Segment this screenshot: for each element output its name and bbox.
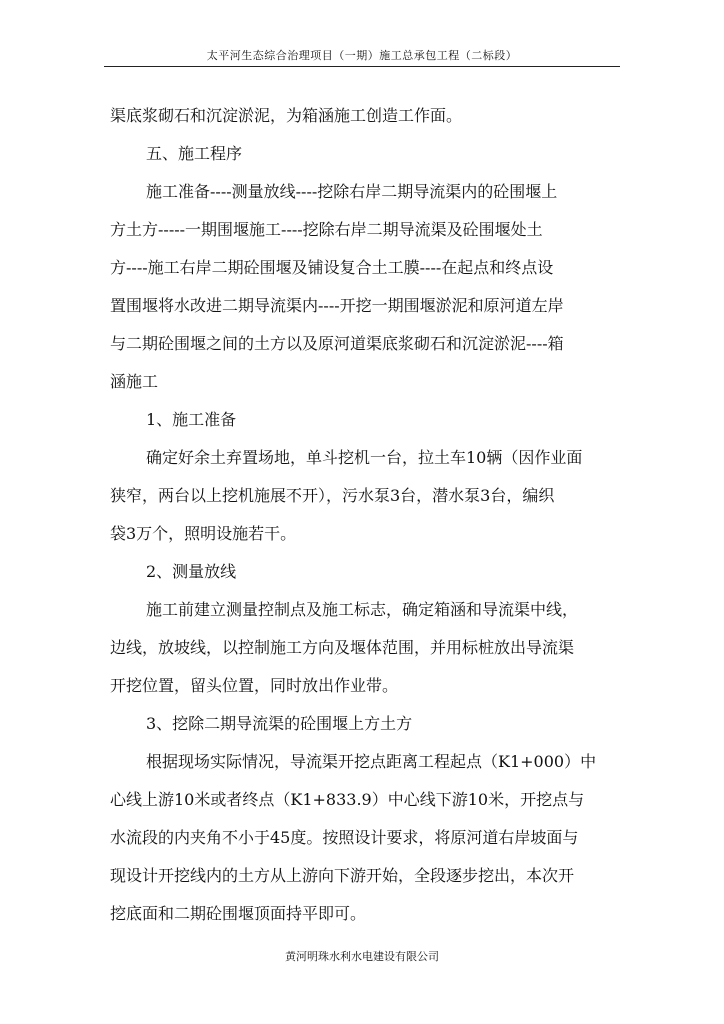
paragraph-line: 现设计开挖线内的土方从上游向下游开始，全段逐步挖出，本次开	[110, 866, 575, 885]
paragraph-line: 边线，放坡线，以控制施工方向及堰体范围，并用标桩放出导流渠	[110, 638, 575, 657]
paragraph-line: 方土方-----一期围堰施工----挖除右岸二期导流渠及砼围堰处土	[110, 220, 543, 239]
subsection-heading: 2、测量放线	[146, 562, 237, 581]
paragraph-line: 渠底浆砌石和沉淀淤泥，为箱涵施工创造工作面。	[110, 106, 463, 125]
paragraph-line: 狭窄，两台以上挖机施展不开），污水泵3台，潜水泵3台，编织	[110, 486, 555, 505]
page-header: 太平河生态综合治理项目（一期）施工总承包工程（二标段）	[104, 46, 620, 67]
paragraph-line: 施工准备----测量放线----挖除右岸二期导流渠内的砼围堰上	[146, 182, 558, 201]
paragraph-line: 开挖位置，留头位置，同时放出作业带。	[110, 676, 399, 695]
paragraph-line: 方----施工右岸二期砼围堰及铺设复合土工膜----在起点和终点设	[110, 258, 554, 277]
paragraph-line: 心线上游10米或者终点（K1+833.9）中心线下游10米，开挖点与	[110, 790, 585, 809]
paragraph-line: 涵施工	[110, 372, 159, 391]
paragraph-line: 挖底面和二期砼围堰顶面持平即可。	[110, 904, 367, 923]
document-body	[110, 97, 625, 933]
paragraph-line: 根据现场实际情况，导流渠开挖点距离工程起点（K1+000）中	[146, 752, 597, 771]
paragraph-line: 置围堰将水改进二期导流渠内----开挖一期围堰淤泥和原河道左岸	[110, 296, 564, 315]
section-heading: 五、施工程序	[146, 144, 243, 163]
paragraph-line: 施工前建立测量控制点及施工标志，确定箱涵和导流渠中线，	[146, 600, 579, 619]
paragraph-line: 确定好余土弃置场地，单斗挖机一台，拉土车10辆（因作业面	[146, 448, 583, 467]
subsection-heading: 3、挖除二期导流渠的砼围堰上方土方	[146, 714, 413, 733]
paragraph-line: 水流段的内夹角不小于45度。按照设计要求，将原河道右岸坡面与	[110, 828, 579, 847]
paragraph-line: 与二期砼围堰之间的土方以及原河道渠底浆砌石和沉淀淤泥----箱	[110, 334, 564, 353]
paragraph-line: 袋3万个，照明设施若干。	[110, 524, 297, 543]
page-footer: 黄河明珠水利水电建设有限公司	[285, 950, 439, 963]
subsection-heading: 1、施工准备	[146, 410, 237, 429]
